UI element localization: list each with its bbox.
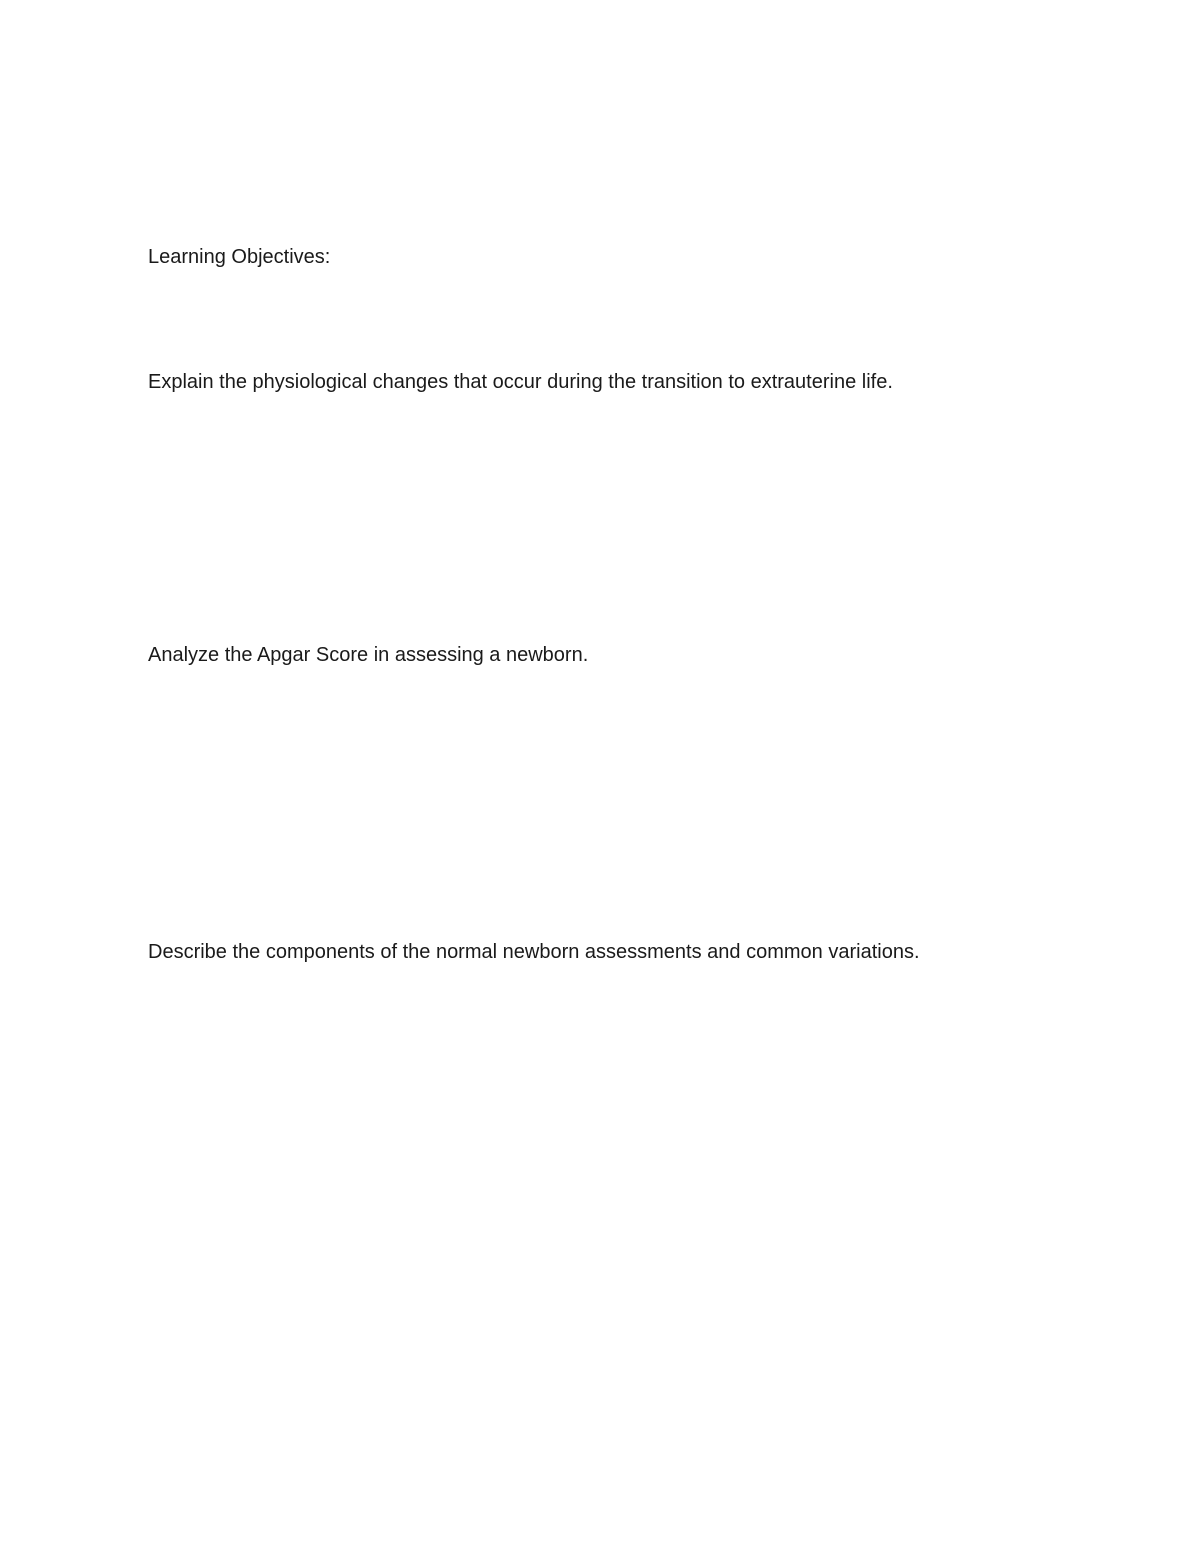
objective-newborn-assessment: Describe the components of the normal newborn assessments and common variations. [148,941,920,963]
learning-objectives-heading: Learning Objectives: [148,246,331,268]
objective-apgar: Analyze the Apgar Score in assessing a newborn. [148,644,589,666]
objective-transition: Explain the physiological changes that occur during the transition to extrauterine life. [148,371,893,393]
